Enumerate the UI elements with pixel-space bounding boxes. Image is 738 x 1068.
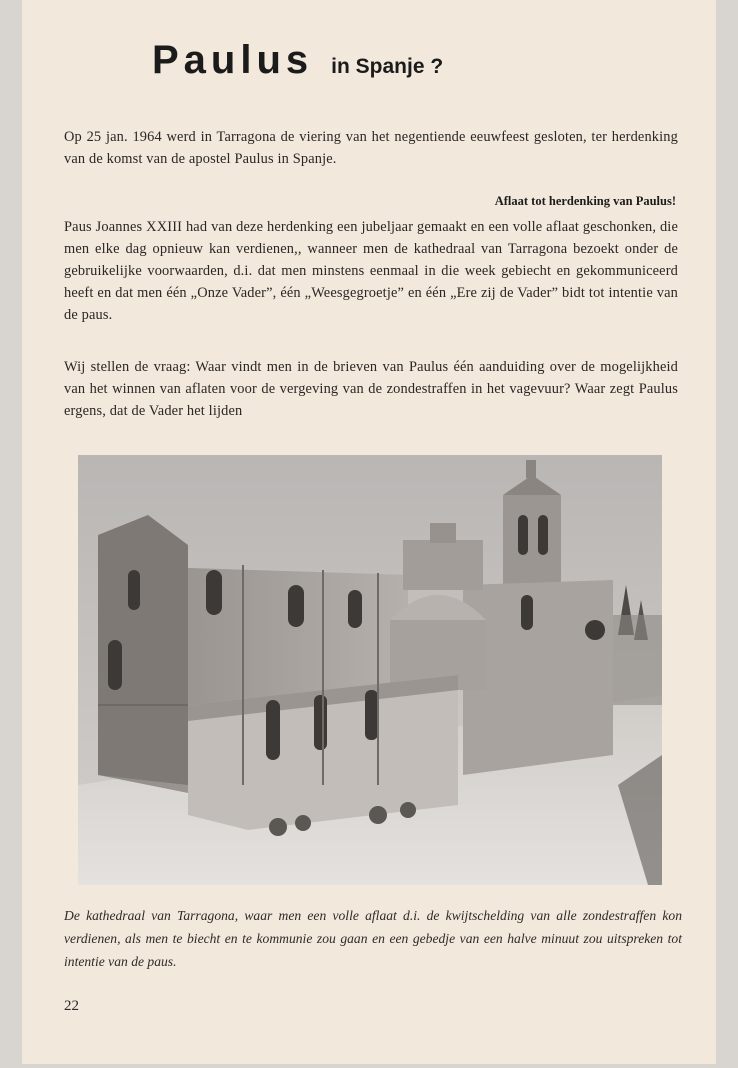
page-number: 22 xyxy=(64,998,79,1014)
section-subheading: Aflaat tot herdenking van Paulus! xyxy=(494,194,676,208)
body-paragraph-1: Paus Joannes XXIII had van deze herdenking een jubeljaar gemaakt en een volle aflaat geschonken, die men elke dag opnieuw kan verdienen,, wanneer men de kathedraal van Tarragona bezoekt onder de gebruikelijke voorwaarden, d.i. dat men minstens eenmaal in die week gebiecht en gekommuniceerd heeft en dat men één „Onze Vader”, één „Weesgegroetje” en één „Ere zij de Vader” bidt tot intentie van de paus. xyxy=(64,219,678,323)
magazine-page xyxy=(22,0,716,1064)
title-sub: in Spanje ? xyxy=(331,55,444,78)
body-paragraph-2: Wij stellen de vraag: Waar vindt men in de brieven van Paulus één aanduiding over de mogelijkheid van het winnen van aflaten voor de vergeving van de zondestraffen in het vagevuur? Waar zegt Paulus ergens, dat de Vader het lijden xyxy=(64,359,678,419)
cathedral-photo xyxy=(78,455,662,885)
article-title xyxy=(152,38,443,83)
title-main: Paulus xyxy=(152,38,314,82)
photo-caption: De kathedraal van Tarragona, waar men een volle aflaat d.i. de kwijtschelding van alle zondestraffen kon verdienen, als men te biecht en te kommunie zou gaan en een gebedje van een halve minuut zou uitspreken tot intentie van de paus. xyxy=(64,908,682,969)
intro-paragraph: Op 25 jan. 1964 werd in Tarragona de viering van het negentiende eeuwfeest gesloten, ter herdenking van de komst van de apostel Paulus in Spanje. xyxy=(64,129,678,167)
